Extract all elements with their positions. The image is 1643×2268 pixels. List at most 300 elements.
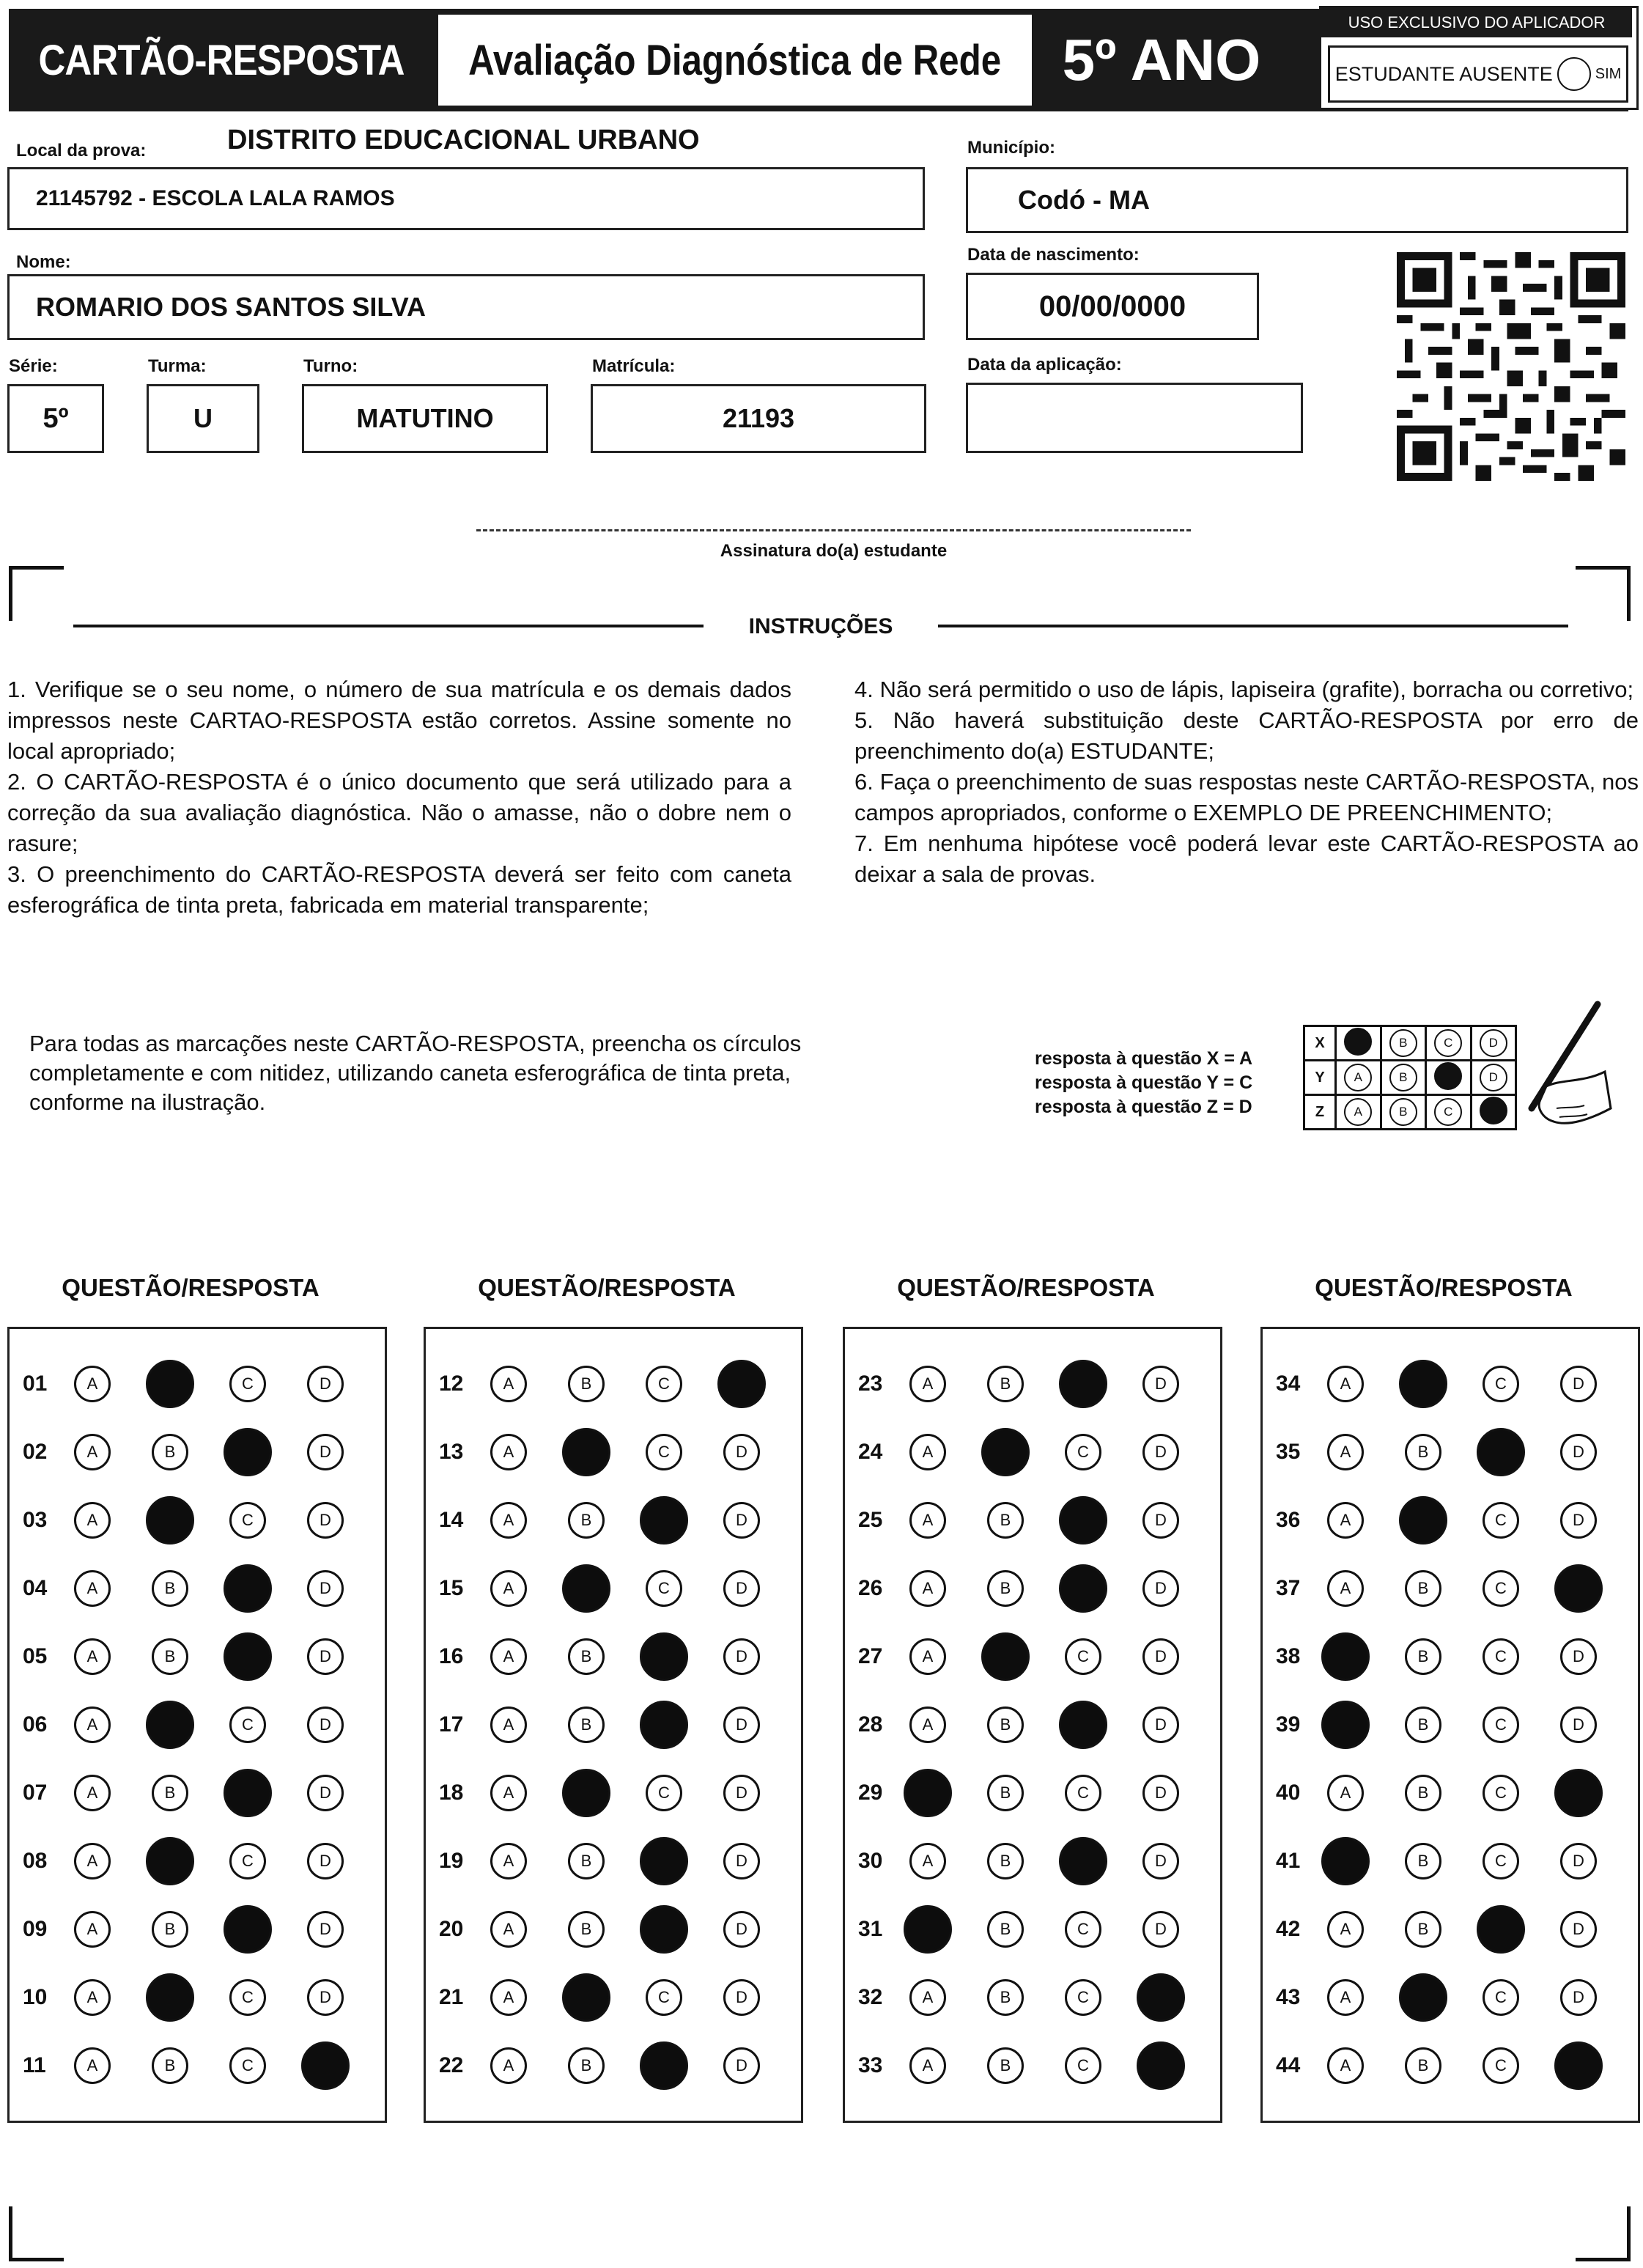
hand-pen-icon <box>1495 998 1612 1138</box>
answer-row <box>1263 1904 1638 1955</box>
option-letter: D <box>1155 1511 1167 1529</box>
answer-bubble-filled[interactable] <box>1477 1905 1525 1954</box>
option-letter: C <box>658 1988 670 2006</box>
answer-bubble[interactable] <box>1327 1911 1364 1948</box>
answer-bubble[interactable] <box>74 2047 111 2084</box>
answer-bubble[interactable] <box>1560 1502 1597 1539</box>
answer-bubble[interactable] <box>1142 1843 1179 1879</box>
nome-label: Nome: <box>16 252 71 272</box>
option-letter: D <box>1573 1715 1584 1734</box>
answer-bubble[interactable] <box>307 1706 344 1743</box>
answer-bubble-filled[interactable] <box>224 1905 272 1954</box>
answer-bubble[interactable] <box>1327 1775 1364 1811</box>
answer-bubble[interactable] <box>909 1502 946 1539</box>
option-letter: A <box>86 2056 98 2074</box>
signature-label: Assinatura do(a) estudante <box>720 541 948 561</box>
answer-bubble[interactable] <box>490 1570 527 1607</box>
answer-bubble[interactable] <box>74 1911 111 1948</box>
answer-bubble[interactable] <box>1065 1979 1101 2016</box>
option-letter: A <box>86 1443 98 1461</box>
answer-bubble[interactable] <box>909 1979 946 2016</box>
answer-bubble-filled[interactable] <box>1059 1701 1107 1749</box>
answer-bubble[interactable] <box>1405 1775 1441 1811</box>
aplicacao-label: Data da aplicação: <box>967 355 1122 375</box>
option-letter: B <box>164 1783 176 1802</box>
answer-bubble[interactable] <box>987 1570 1024 1607</box>
answer-bubble[interactable] <box>568 1638 605 1675</box>
option-letter: B <box>1417 1852 1429 1870</box>
answer-bubble-filled[interactable] <box>981 1428 1030 1476</box>
answer-bubble-filled[interactable] <box>224 1564 272 1613</box>
answer-bubble[interactable] <box>723 1502 760 1539</box>
answer-bubble-filled[interactable] <box>640 1496 688 1544</box>
answer-bubble[interactable] <box>723 2047 760 2084</box>
answer-bubble[interactable] <box>987 1502 1024 1539</box>
answer-bubble[interactable] <box>1142 1911 1179 1948</box>
answer-bubble[interactable] <box>490 1706 527 1743</box>
answer-bubble-filled[interactable] <box>224 1632 272 1681</box>
answer-bubble-filled[interactable] <box>981 1632 1030 1681</box>
answer-bubble[interactable] <box>490 1366 527 1402</box>
answer-bubble-filled[interactable] <box>1554 1564 1603 1613</box>
question-number: 19 <box>439 1849 464 1873</box>
answer-bubble[interactable] <box>1327 2047 1364 2084</box>
answer-bubble[interactable] <box>909 1570 946 1607</box>
answer-bubble[interactable] <box>490 1843 527 1879</box>
answer-bubble[interactable] <box>307 1775 344 1811</box>
option-letter: A <box>503 1715 514 1734</box>
option-letter: C <box>1495 1988 1507 2006</box>
option-letter: D <box>320 1920 331 1938</box>
answer-bubble[interactable] <box>1483 2047 1519 2084</box>
answer-bubble-filled[interactable] <box>640 1701 688 1749</box>
answer-bubble-filled[interactable] <box>1137 1973 1185 2022</box>
option-letter: B <box>580 1715 592 1734</box>
option-letter: B <box>1417 1443 1429 1461</box>
answer-bubble[interactable] <box>723 1775 760 1811</box>
question-number: 28 <box>858 1712 883 1737</box>
answer-bubble[interactable] <box>74 1979 111 2016</box>
question-number: 15 <box>439 1576 464 1600</box>
answer-bubble[interactable] <box>229 1979 266 2016</box>
answer-bubble-filled[interactable] <box>640 1632 688 1681</box>
answer-row <box>1263 1836 1638 1887</box>
answer-bubble[interactable] <box>1327 1570 1364 1607</box>
answer-bubble[interactable] <box>74 1502 111 1539</box>
answer-bubble-filled[interactable] <box>904 1769 952 1817</box>
question-number: 16 <box>439 1644 464 1668</box>
answer-row <box>426 1426 801 1478</box>
option-letter: A <box>1340 1579 1351 1597</box>
answer-bubble[interactable] <box>74 1366 111 1402</box>
answer-bubble-filled[interactable] <box>1477 1428 1525 1476</box>
answer-bubble-filled[interactable] <box>1137 2041 1185 2090</box>
answer-bubble[interactable] <box>307 1434 344 1470</box>
answer-bubble[interactable] <box>987 1979 1024 2016</box>
instruction-item: 6. Faça o preenchimento de suas respostas neste CARTÃO-RESPOSTA, nos campos apropriados, conforme o EXEMPLO DE PREENCHIMENTO; <box>854 769 1639 825</box>
answer-row <box>1263 1699 1638 1750</box>
option-letter: D <box>736 1988 747 2006</box>
answer-bubble[interactable] <box>1483 1843 1519 1879</box>
answer-bubble[interactable] <box>723 1706 760 1743</box>
serie-label: Série: <box>9 356 58 376</box>
answer-bubble[interactable] <box>74 1843 111 1879</box>
option-letter: A <box>503 1511 514 1529</box>
option-letter: D <box>736 1715 747 1734</box>
question-number: 13 <box>439 1440 464 1464</box>
answer-bubble[interactable] <box>1327 1502 1364 1539</box>
answer-bubble[interactable] <box>1065 2047 1101 2084</box>
option-letter: D <box>1155 1647 1167 1665</box>
option-letter: A <box>1340 1511 1351 1529</box>
option-letter: A <box>1340 1988 1351 2006</box>
answer-bubble[interactable] <box>74 1434 111 1470</box>
qr-code <box>1397 252 1625 481</box>
answer-bubble[interactable] <box>568 1706 605 1743</box>
answer-bubble[interactable] <box>723 1979 760 2016</box>
answer-bubble-filled[interactable] <box>146 1496 194 1544</box>
answer-bubble[interactable] <box>723 1911 760 1948</box>
answer-row <box>426 1631 801 1682</box>
question-number: 21 <box>439 1985 464 2009</box>
answer-bubble[interactable] <box>152 1775 188 1811</box>
answer-bubble[interactable] <box>490 1434 527 1470</box>
answer-bubble-filled[interactable] <box>1059 1360 1107 1408</box>
answer-bubble[interactable] <box>229 1502 266 1539</box>
example-label: resposta à questão Z = D <box>1035 1097 1252 1117</box>
answer-bubble[interactable] <box>1483 1366 1519 1402</box>
answer-row <box>845 1836 1220 1887</box>
answer-bubble[interactable] <box>909 1706 946 1743</box>
answer-bubble[interactable] <box>909 1843 946 1879</box>
answer-bubble[interactable] <box>1142 1434 1179 1470</box>
answer-bubble[interactable] <box>307 1911 344 1948</box>
example-bubble: B <box>1389 1064 1417 1091</box>
example-cell <box>1426 1026 1472 1061</box>
answer-bubble[interactable] <box>723 1843 760 1879</box>
answer-bubble-filled[interactable] <box>146 1837 194 1885</box>
answer-bubble[interactable] <box>568 1502 605 1539</box>
answer-bubble-filled[interactable] <box>224 1769 272 1817</box>
question-number: 38 <box>1276 1644 1301 1668</box>
answer-bubble[interactable] <box>987 1911 1024 1948</box>
answer-bubble[interactable] <box>1142 1706 1179 1743</box>
answer-bubble[interactable] <box>1065 1775 1101 1811</box>
answer-bubble[interactable] <box>1560 1979 1597 2016</box>
answer-bubble[interactable] <box>1405 1706 1441 1743</box>
option-letter: B <box>1417 2056 1429 2074</box>
answer-bubble[interactable] <box>74 1638 111 1675</box>
instructions-right <box>854 674 1639 890</box>
answer-bubble-filled[interactable] <box>146 1360 194 1408</box>
instructions-title: INSTRUÇÕES <box>704 614 938 639</box>
answer-bubble-filled[interactable] <box>146 1701 194 1749</box>
answer-bubble-filled[interactable] <box>224 1428 272 1476</box>
question-number: 25 <box>858 1508 883 1532</box>
answer-bubble[interactable] <box>307 1979 344 2016</box>
answer-bubble[interactable] <box>152 1570 188 1607</box>
matricula-field: 21193 <box>591 384 926 453</box>
answer-bubble[interactable] <box>909 1638 946 1675</box>
answer-bubble[interactable] <box>987 1706 1024 1743</box>
answer-bubble[interactable] <box>307 1502 344 1539</box>
answer-row <box>845 1426 1220 1478</box>
column-header: QUESTÃO/RESPOSTA <box>62 1274 320 1301</box>
answer-bubble[interactable] <box>1560 1911 1597 1948</box>
answer-row <box>845 1972 1220 2023</box>
answer-bubble[interactable] <box>1483 1638 1519 1675</box>
answer-bubble[interactable] <box>152 2047 188 2084</box>
option-letter: A <box>922 1852 934 1870</box>
absent-bubble[interactable] <box>1557 57 1591 91</box>
answer-bubble-filled[interactable] <box>904 1905 952 1954</box>
municipio-field: Codó - MA <box>966 167 1628 233</box>
answer-bubble[interactable] <box>1065 1911 1101 1948</box>
answer-bubble[interactable] <box>74 1775 111 1811</box>
answer-bubble[interactable] <box>1560 1434 1597 1470</box>
answer-bubble[interactable] <box>490 1638 527 1675</box>
answer-row <box>845 1767 1220 1819</box>
option-letter: D <box>320 1511 331 1529</box>
answer-row <box>10 1767 385 1819</box>
answer-bubble-filled[interactable] <box>1554 1769 1603 1817</box>
answer-bubble[interactable] <box>1405 1911 1441 1948</box>
answer-bubble[interactable] <box>723 1434 760 1470</box>
answer-bubble-filled[interactable] <box>717 1360 766 1408</box>
example-label: resposta à questão Y = C <box>1035 1072 1253 1093</box>
answer-bubble[interactable] <box>1405 1434 1441 1470</box>
answer-bubble[interactable] <box>490 1775 527 1811</box>
question-number: 22 <box>439 2053 464 2077</box>
answer-bubble[interactable] <box>1327 1434 1364 1470</box>
answer-bubble[interactable] <box>1483 1706 1519 1743</box>
answer-bubble[interactable] <box>152 1638 188 1675</box>
matricula-label: Matrícula: <box>592 356 676 376</box>
option-letter: C <box>1495 1511 1507 1529</box>
answer-bubble-filled[interactable] <box>1059 1496 1107 1544</box>
answer-bubble[interactable] <box>1483 1570 1519 1607</box>
answer-bubble[interactable] <box>1483 1979 1519 2016</box>
example-cell <box>1426 1095 1472 1130</box>
answer-bubble[interactable] <box>987 1775 1024 1811</box>
answer-row <box>426 1495 801 1546</box>
answer-bubble[interactable] <box>909 2047 946 2084</box>
option-letter: D <box>320 1443 331 1461</box>
answer-bubble-filled[interactable] <box>301 2041 350 2090</box>
answer-bubble[interactable] <box>490 1911 527 1948</box>
question-number: 12 <box>439 1372 464 1396</box>
answer-bubble[interactable] <box>1142 1570 1179 1607</box>
answer-row <box>845 1563 1220 1614</box>
question-number: 17 <box>439 1712 464 1737</box>
answer-bubble[interactable] <box>646 1979 682 2016</box>
option-letter: D <box>1573 1852 1584 1870</box>
answer-bubble-filled[interactable] <box>562 1428 610 1476</box>
question-number: 33 <box>858 2053 883 2077</box>
example-cell <box>1336 1061 1381 1095</box>
answer-bubble-filled[interactable] <box>1321 1837 1370 1885</box>
question-number: 32 <box>858 1985 883 2009</box>
example-cell <box>1426 1061 1472 1095</box>
answer-bubble[interactable] <box>1142 1366 1179 1402</box>
example-answers <box>1035 1047 1306 1119</box>
answer-panel <box>1260 1327 1640 2123</box>
answer-bubble-filled[interactable] <box>1059 1837 1107 1885</box>
corner-mark-bottom-right <box>1576 2206 1631 2261</box>
answer-bubble-filled[interactable] <box>1399 1360 1447 1408</box>
example-bubble: A <box>1344 1098 1372 1126</box>
answer-row <box>426 1836 801 1887</box>
option-letter: B <box>1000 1374 1011 1393</box>
answer-row <box>10 1972 385 2023</box>
answer-bubble[interactable] <box>646 1366 682 1402</box>
question-number: 41 <box>1276 1849 1301 1873</box>
question-number: 02 <box>23 1440 48 1464</box>
question-number: 03 <box>23 1508 48 1532</box>
answer-bubble-filled[interactable] <box>562 1973 610 2022</box>
answer-row <box>845 1358 1220 1410</box>
answer-bubble[interactable] <box>1560 1638 1597 1675</box>
question-number: 35 <box>1276 1440 1301 1464</box>
answer-bubble-filled[interactable] <box>640 1837 688 1885</box>
answer-bubble[interactable] <box>1405 1570 1441 1607</box>
answer-bubble[interactable] <box>568 1911 605 1948</box>
local-field: 21145792 - ESCOLA LALA RAMOS <box>7 167 925 230</box>
option-letter: B <box>1417 1920 1429 1938</box>
answer-bubble[interactable] <box>723 1638 760 1675</box>
option-letter: A <box>86 1715 98 1734</box>
option-letter: B <box>1000 1783 1011 1802</box>
answer-bubble[interactable] <box>229 1843 266 1879</box>
answer-row <box>10 1495 385 1546</box>
option-letter: B <box>580 1374 592 1393</box>
answer-bubble[interactable] <box>307 1638 344 1675</box>
answer-bubble-filled[interactable] <box>1321 1632 1370 1681</box>
answer-bubble[interactable] <box>568 1843 605 1879</box>
option-letter: A <box>922 1647 934 1665</box>
answer-bubble[interactable] <box>490 1979 527 2016</box>
answer-bubble[interactable] <box>723 1570 760 1607</box>
answer-bubble-filled[interactable] <box>640 1905 688 1954</box>
answer-bubble-filled[interactable] <box>146 1973 194 2022</box>
answer-bubble[interactable] <box>1405 1638 1441 1675</box>
answer-bubble[interactable] <box>1560 1843 1597 1879</box>
answer-bubble[interactable] <box>152 1434 188 1470</box>
option-letter: D <box>736 1443 747 1461</box>
option-letter: A <box>503 2056 514 2074</box>
example-bubble: A <box>1344 1064 1372 1091</box>
nascimento-label: Data de nascimento: <box>967 245 1140 265</box>
answer-bubble-filled[interactable] <box>1399 1496 1447 1544</box>
answer-bubble-filled[interactable] <box>640 2041 688 2090</box>
answer-bubble[interactable] <box>1142 1502 1179 1539</box>
question-number: 11 <box>23 2053 46 2077</box>
answer-bubble[interactable] <box>1142 1775 1179 1811</box>
answer-bubble[interactable] <box>646 1775 682 1811</box>
answer-bubble[interactable] <box>1560 1706 1597 1743</box>
answer-bubble-filled[interactable] <box>1059 1564 1107 1613</box>
option-letter: D <box>320 1988 331 2006</box>
answer-bubble[interactable] <box>1142 1638 1179 1675</box>
answer-bubble[interactable] <box>74 1706 111 1743</box>
answer-panel <box>7 1327 387 2123</box>
answer-bubble[interactable] <box>307 1570 344 1607</box>
answer-bubble[interactable] <box>307 1366 344 1402</box>
answer-bubble-filled[interactable] <box>1554 2041 1603 2090</box>
grade-label: 5º ANO <box>1062 27 1261 92</box>
question-number: 36 <box>1276 1508 1301 1532</box>
fill-instruction: Para todas as marcações neste CARTÃO-RESPOSTA, preencha os círculos completamente e com nitidez, utilizando caneta esferográfica de tinta preta, conforme na ilustração. <box>29 1031 802 1115</box>
municipio-label: Município: <box>967 138 1055 158</box>
answer-bubble[interactable] <box>568 2047 605 2084</box>
answer-bubble[interactable] <box>229 2047 266 2084</box>
answer-panel <box>424 1327 803 2123</box>
option-letter: A <box>503 1852 514 1870</box>
answer-bubble[interactable] <box>987 1366 1024 1402</box>
option-letter: D <box>1573 1511 1584 1529</box>
answer-bubble[interactable] <box>909 1366 946 1402</box>
answer-row <box>426 1767 801 1819</box>
answer-bubble[interactable] <box>1327 1979 1364 2016</box>
answer-bubble[interactable] <box>1405 1843 1441 1879</box>
option-letter: D <box>1155 1715 1167 1734</box>
option-letter: D <box>1573 1374 1584 1393</box>
answer-bubble[interactable] <box>987 2047 1024 2084</box>
answer-bubble[interactable] <box>229 1366 266 1402</box>
example-cell <box>1381 1061 1426 1095</box>
option-letter: A <box>922 1374 934 1393</box>
answer-bubble[interactable] <box>909 1434 946 1470</box>
option-letter: D <box>1573 1443 1584 1461</box>
column-header: QUESTÃO/RESPOSTA <box>1315 1274 1573 1301</box>
option-letter: B <box>1000 1511 1011 1529</box>
answer-bubble[interactable] <box>1065 1434 1101 1470</box>
option-letter: B <box>1000 1715 1011 1734</box>
option-letter: D <box>1573 1988 1584 2006</box>
answer-bubble-filled[interactable] <box>562 1564 610 1613</box>
option-letter: D <box>1573 1920 1584 1938</box>
absent-option: SIM <box>1595 65 1622 82</box>
answer-bubble[interactable] <box>987 1843 1024 1879</box>
answer-bubble[interactable] <box>1327 1366 1364 1402</box>
absent-student-box <box>1328 45 1628 103</box>
answer-bubble[interactable] <box>490 2047 527 2084</box>
answer-bubble[interactable] <box>646 1570 682 1607</box>
answer-bubble[interactable] <box>152 1911 188 1948</box>
option-letter: C <box>658 1374 670 1393</box>
answer-bubble[interactable] <box>1483 1502 1519 1539</box>
option-letter: B <box>1000 1920 1011 1938</box>
answer-row <box>845 1699 1220 1750</box>
answer-bubble-filled[interactable] <box>1321 1701 1370 1749</box>
option-letter: B <box>580 1647 592 1665</box>
answer-bubble[interactable] <box>229 1706 266 1743</box>
option-letter: A <box>922 1715 934 1734</box>
answer-bubble[interactable] <box>490 1502 527 1539</box>
answer-bubble-filled[interactable] <box>562 1769 610 1817</box>
answer-bubble[interactable] <box>1483 1775 1519 1811</box>
answer-bubble[interactable] <box>1405 2047 1441 2084</box>
answer-bubble[interactable] <box>646 1434 682 1470</box>
answer-bubble[interactable] <box>307 1843 344 1879</box>
question-number: 10 <box>23 1985 48 2009</box>
answer-bubble[interactable] <box>568 1366 605 1402</box>
answer-bubble[interactable] <box>74 1570 111 1607</box>
answer-bubble-filled[interactable] <box>1399 1973 1447 2022</box>
answer-bubble[interactable] <box>1560 1366 1597 1402</box>
option-letter: D <box>736 1783 747 1802</box>
answer-bubble[interactable] <box>1065 1638 1101 1675</box>
